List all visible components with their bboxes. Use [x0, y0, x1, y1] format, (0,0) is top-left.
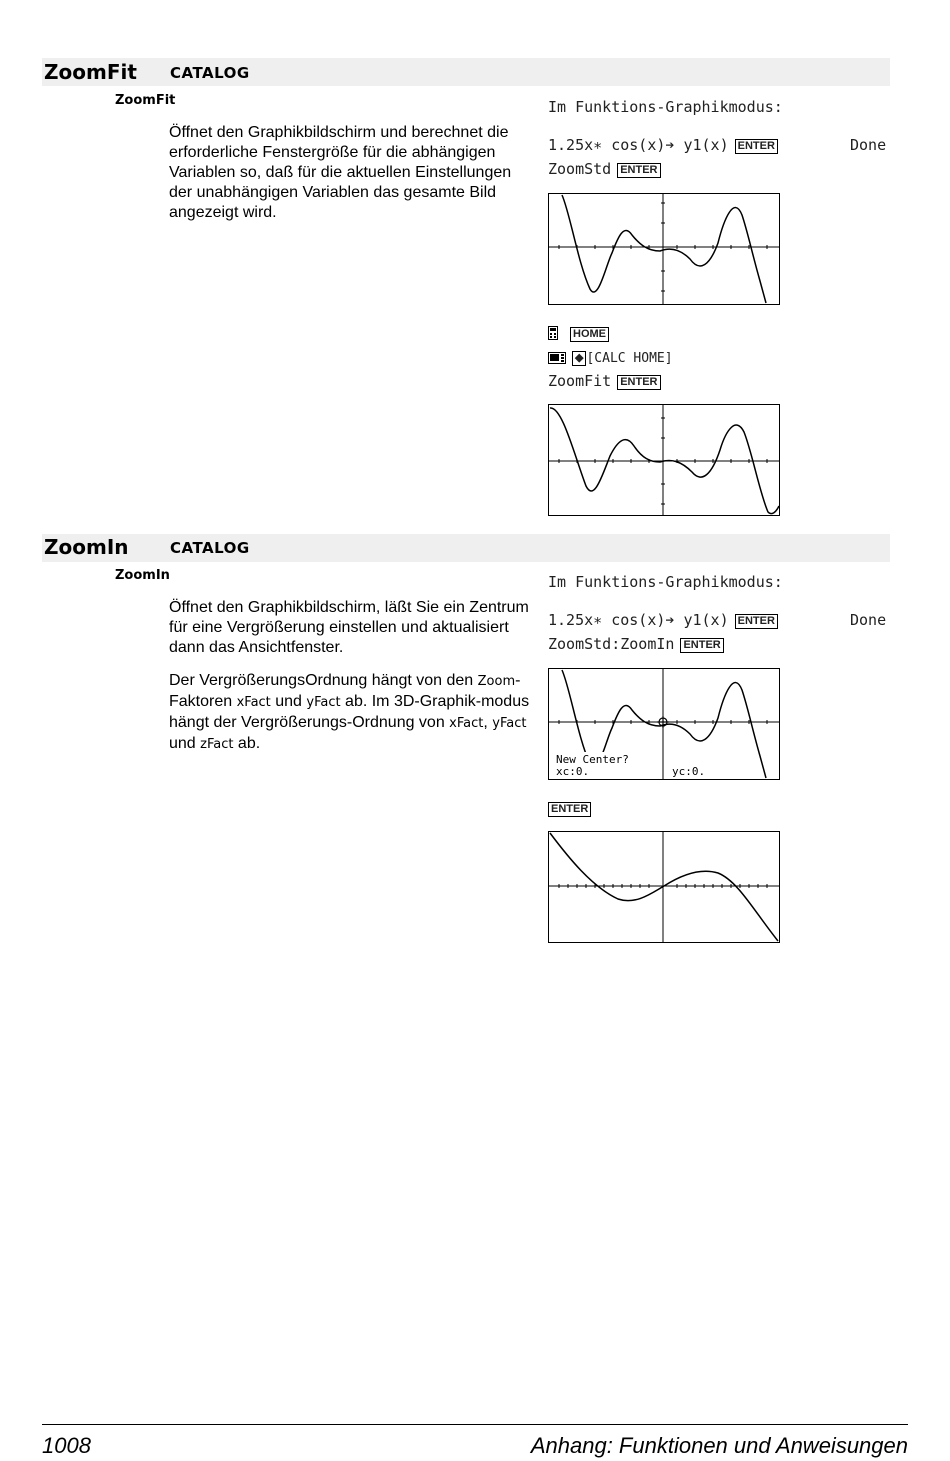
enter-key: ENTER: [617, 375, 660, 390]
enter-key: ENTER: [548, 802, 591, 817]
example-line-3: ZoomFit ENTER: [548, 372, 661, 390]
enter-key-line: [548, 799, 591, 817]
graph-screen-zoomfit: [548, 404, 780, 516]
yc-readout: yc:0.: [672, 765, 706, 778]
example-line-2: ZoomStd:ZoomIn ENTER: [548, 635, 724, 653]
calc-home-line: [548, 348, 673, 366]
keyboard-device-icon: [548, 352, 566, 364]
home-key: HOME: [570, 327, 609, 342]
example-mode: Im Funktions-Graphikmodus:: [548, 573, 783, 591]
enter-key: ENTER: [735, 139, 778, 154]
description-1: Öffnet den Graphikbildschirm, läßt Sie ein Zentrum für eine Vergrößerung einstellen und aktualisiert dann das Ansichtfenster.: [169, 599, 529, 656]
enter-key: ENTER: [617, 163, 660, 178]
description: Öffnet den Graphikbildschirm und berechnet die erforderliche Fenstergröße für die abhängigen Variablen so, daß für die aktuellen Einstellungen der unabhängigen Variablen das gesamte Bild angezeigt wird.: [169, 124, 512, 221]
description-2: Der VergrößerungsOrdnung hängt von den Zoom-Faktoren xFact und yFact ab. Im 3D-Graphik-modus hängt der Vergrößerungs-Ordnung von xFact, yFact und zFact ab.: [169, 672, 530, 752]
example-result: Done: [850, 136, 887, 154]
example-line-1: 1.25x∗ cos(x)➔ y1(x) ENTER: [548, 611, 778, 629]
new-center-prompt: New Center?: [556, 753, 629, 766]
enter-key: ENTER: [680, 638, 723, 653]
xc-readout: xc:0.: [556, 765, 590, 778]
footer-rule: [42, 1424, 908, 1425]
section-category: CATALOG: [170, 539, 250, 557]
home-key-line: [548, 324, 609, 342]
calc-home-label: [CALC HOME]: [586, 351, 673, 366]
graph-screen-zoomin-result: [548, 831, 780, 943]
graph-screen-zoomstd: [548, 193, 780, 305]
syntax-label: ZoomFit: [115, 93, 176, 108]
enter-key: ENTER: [735, 614, 778, 629]
example-result: Done: [850, 611, 887, 629]
syntax-label: ZoomIn: [115, 568, 170, 583]
section-category: CATALOG: [170, 64, 250, 82]
footer-title: Anhang: Funktionen und Anweisungen: [530, 1433, 908, 1458]
example-mode: Im Funktions-Graphikmodus:: [548, 98, 783, 116]
graph-screen-zoomin-prompt: [548, 668, 780, 780]
example-line-2: ZoomStd ENTER: [548, 160, 661, 178]
diamond-key: ◆: [572, 351, 586, 366]
section-title: ZoomIn: [44, 535, 129, 559]
section-title: ZoomFit: [44, 60, 137, 84]
page-number: 1008: [42, 1433, 91, 1458]
calculator-icon: [548, 326, 558, 340]
example-line-1: 1.25x∗ cos(x)➔ y1(x) ENTER: [548, 136, 778, 154]
